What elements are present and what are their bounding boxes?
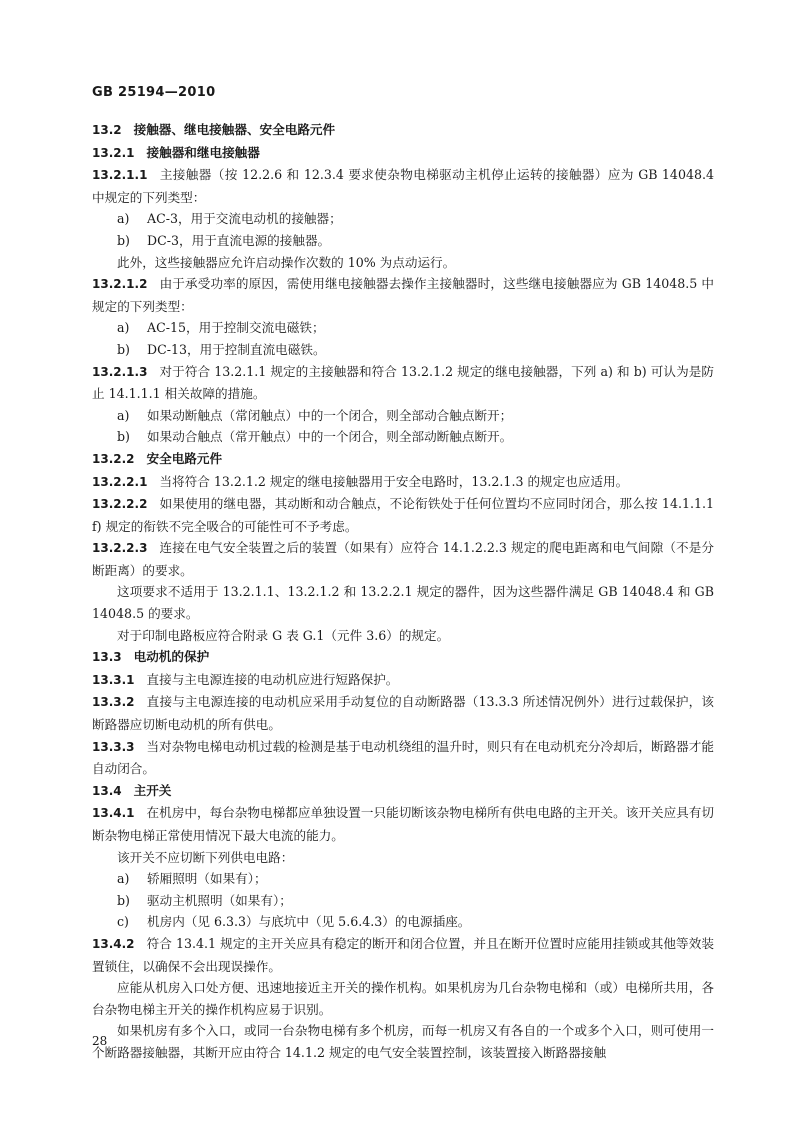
section-number: 13.2.2 (92, 451, 135, 466)
clause-text: 由于承受功率的原因，需使用继电接触器去操作主接触器时，这些继电接触器应为 GB 14048.5 中规定的下列类型： (92, 276, 714, 314)
list-text: 机房内（见 6.3.3）与底坑中（见 5.6.4.3）的电源插座。 (147, 914, 471, 930)
list-text: 如果动合触点（常开触点）中的一个闭合，则全部动断触点断开。 (147, 429, 513, 445)
clause-text: 在机房中，每台杂物电梯都应单独设置一只能切断该杂物电梯所有供电电路的主开关。该开关应具有切断杂物电梯正常使用情况下最大电流的能力。 (92, 805, 714, 843)
section-heading (92, 142, 714, 165)
clause-paragraph (92, 736, 714, 780)
list-text: 如果动断触点（常闭触点）中的一个闭合，则全部动合触点断开； (147, 407, 513, 423)
section-title: 安全电路元件 (146, 450, 223, 466)
clause-number: 13.2.1.3 (92, 364, 148, 379)
body-paragraph: 这项要求不适用于 13.2.1.1、13.2.1.2 和 13.2.2.1 规定的器件，因为这些器件满足 GB 14048.4 和 GB 14048.5 的要求。 (92, 584, 714, 622)
section-heading (92, 646, 714, 669)
list-item (92, 405, 714, 427)
body-paragraph: 如果机房有多个入口，或同一台杂物电梯有多个机房，而每一机房又有各自的一个或多个入口，则可使用一个断路器接触器，其断开应由符合 14.1.2 规定的电气安全装置控制，该装置接入断路器接触 (92, 1023, 714, 1060)
section-heading (92, 780, 714, 803)
clause-text: 符合 13.4.1 规定的主开关应具有稳定的断开和闭合位置，并且在断开位置时应能用挂锁或其他等效装置锁住，以确保不会出现误操作。 (92, 935, 714, 974)
clause-number: 13.4.2 (92, 936, 135, 951)
list-text: AC-15，用于控制交流电磁铁； (147, 320, 325, 336)
list-item (92, 911, 714, 933)
body-paragraph: 该开关不应切断下列供电电路： (117, 849, 294, 865)
clause-paragraph (92, 933, 714, 977)
clause-paragraph (92, 493, 714, 537)
section-number: 13.4 (92, 783, 122, 798)
clause-paragraph (92, 691, 714, 735)
list-text: AC-3，用于交流电动机的接触器； (147, 211, 342, 227)
body-paragraph: 应能从机房入口处方便、迅速地接近主开关的操作机构。如果机房为几台杂物电梯和（或）电梯所共用，各台杂物电梯主开关的操作机构应易于识别。 (92, 980, 714, 1017)
list-text: 驱动主机照明（如果有）； (147, 892, 292, 908)
clause-paragraph (92, 537, 714, 581)
section-title: 接触器和继电接触器 (146, 144, 260, 160)
standard-code-header: GB 25194—2010 (92, 85, 216, 100)
clause-paragraph (92, 471, 714, 494)
section-title: 主开关 (133, 782, 172, 798)
list-item (92, 339, 714, 361)
clause-number: 13.3.2 (92, 695, 135, 710)
list-label: b) (117, 232, 130, 248)
clause-text: 连接在电气安全装置之后的装置（如果有）应符合 14.1.2.2.3 规定的爬电距离和电气间隙（不是分断距离）的要求。 (92, 540, 714, 578)
body-paragraph: 对于印制电路板应符合附录 G 表 G.1（元件 3.6）的规定。 (117, 627, 450, 643)
section-number: 13.3 (92, 650, 122, 665)
clause-paragraph (92, 802, 714, 846)
clause-paragraph (92, 361, 714, 405)
clause-number: 13.3.1 (92, 672, 135, 687)
list-item (92, 890, 714, 912)
list-label: a) (117, 320, 130, 336)
section-heading (92, 448, 714, 471)
clause-text: 如果使用的继电器，其动断和动合触点，不论衔铁处于任何位置均不应同时闭合，那么按 14.1.1.1 f) 规定的衔铁不完全吸合的可能性可不予考虑。 (92, 496, 714, 534)
clause-text: 当对杂物电梯电动机过载的检测是基于电动机绕组的温升时，则只有在电动机充分冷却后，断路器才能自动闭合。 (92, 738, 714, 777)
list-item (92, 230, 714, 252)
list-label: b) (117, 429, 130, 445)
list-label: a) (117, 211, 130, 227)
clause-text: 直接与主电源连接的电动机应采用手动复位的自动断路器（13.3.3 所述情况例外）进行过载保护，该断路器应切断电动机的所有供电。 (92, 694, 714, 733)
clause-number: 13.2.1.1 (92, 168, 148, 183)
list-label: a) (117, 871, 130, 887)
list-text: DC-13，用于控制直流电磁铁。 (147, 341, 326, 357)
clause-number: 13.2.2.1 (92, 474, 148, 489)
clause-number: 13.2.1.2 (92, 277, 148, 292)
section-number: 13.2 (92, 123, 122, 137)
body-paragraph: 此外，这些接触器应允许启动操作次数的 10% 为点动运行。 (117, 254, 456, 270)
list-label: b) (117, 892, 130, 908)
clause-number: 13.4.1 (92, 806, 135, 821)
section-number: 13.2.1 (92, 145, 135, 160)
clause-text: 主接触器（按 12.2.6 和 12.3.4 要求使杂物电梯驱动主机停止运转的接触器）应为 GB 14048.4 中规定的下列类型： (92, 167, 714, 205)
section-title: 接触器、继电接触器、安全电路元件 (133, 122, 336, 137)
list-item (92, 317, 714, 339)
document-body (92, 119, 714, 1064)
clause-number: 13.2.2.3 (92, 541, 148, 556)
list-item (92, 426, 714, 448)
list-label: c) (117, 914, 129, 930)
page-number: 28 (92, 1034, 108, 1048)
clause-paragraph (92, 669, 714, 692)
clause-paragraph (92, 273, 714, 317)
list-item (92, 868, 714, 890)
clause-text: 直接与主电源连接的电动机应进行短路保护。 (146, 671, 399, 687)
list-item (92, 208, 714, 230)
clause-number: 13.3.3 (92, 739, 135, 754)
list-label: b) (117, 341, 130, 357)
list-text: 轿厢照明（如果有）； (147, 871, 267, 887)
clause-paragraph (92, 164, 714, 208)
clause-text: 对于符合 13.2.1.1 规定的主接触器和符合 13.2.1.2 规定的继电接触器，下列 a) 和 b) 可认为是防止 14.1.1.1 相关故障的措施。 (92, 363, 714, 402)
list-label: a) (117, 407, 130, 423)
clause-number: 13.2.2.2 (92, 497, 148, 512)
section-heading (92, 119, 714, 142)
list-text: DC-3，用于直流电源的接触器。 (147, 232, 331, 248)
clause-text: 当将符合 13.2.1.2 规定的继电接触器用于安全电路时，13.2.1.3 的规定也应适用。 (159, 473, 629, 489)
section-title: 电动机的保护 (133, 649, 210, 665)
